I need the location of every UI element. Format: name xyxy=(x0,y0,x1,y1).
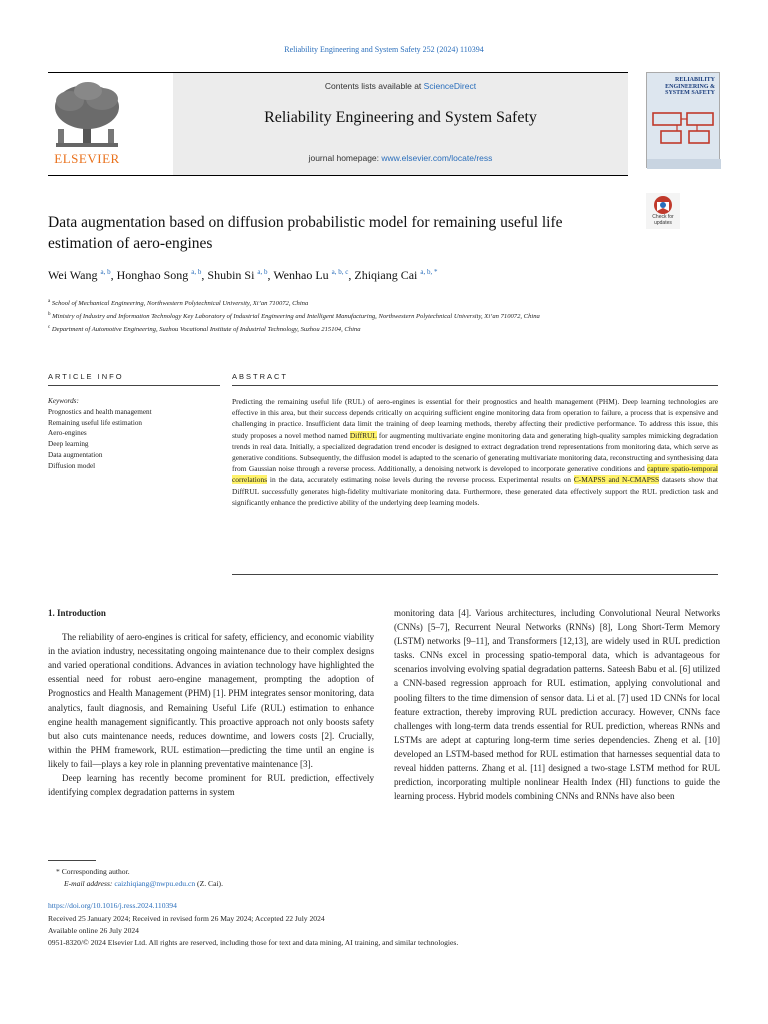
article-title: Data augmentation based on diffusion probabilistic model for remaining useful life estimation of aero-engines xyxy=(48,214,563,252)
author[interactable]: Wenhao Lu $^{a, b, c}$ xyxy=(273,268,349,282)
homepage-link[interactable]: www.elsevier.com/locate/ress xyxy=(381,153,493,163)
header-band xyxy=(173,73,628,175)
affiliations xyxy=(48,296,648,336)
author[interactable]: Honghao Song $^{a, b}$ xyxy=(116,268,202,282)
section-heading: 1. Introduction xyxy=(48,608,106,618)
keyword: Deep learning xyxy=(48,440,89,449)
abstract-heading: ABSTRACT xyxy=(232,372,289,381)
author[interactable]: Shubin Si $^{a, b}$ xyxy=(207,268,268,282)
journal-title: Reliability Engineering and System Safety xyxy=(264,109,537,126)
crossmark-label: Check for updates xyxy=(652,214,674,226)
cover-graphic xyxy=(647,73,721,169)
keywords-label: Keywords: xyxy=(48,397,79,405)
footnotes xyxy=(48,866,708,949)
keywords-block xyxy=(48,396,228,472)
paragraph: Deep learning has recently become prominent for RUL prediction, effectively identifying complex degradation patterns in system xyxy=(48,773,374,798)
keyword: Prognostics and health management xyxy=(48,407,152,416)
email-link[interactable]: caizhiqiang@nwpu.edu.cn xyxy=(114,879,196,889)
journal-cover[interactable] xyxy=(646,72,720,168)
highlight: capture spatio-temporal correlations xyxy=(232,464,719,485)
homepage-line xyxy=(173,153,628,163)
body-column-right xyxy=(394,606,720,803)
author[interactable]: Wei Wang $^{a, b}$ xyxy=(48,268,111,282)
divider xyxy=(232,574,718,575)
received-dates: Received 25 January 2024; Received in revised form 26 May 2024; Accepted 22 July 2024 xyxy=(48,913,325,923)
divider xyxy=(232,385,718,386)
keyword: Aero-engines xyxy=(48,429,87,438)
highlight: C-MAPSS and N-CMAPSS xyxy=(573,475,660,485)
contents-line xyxy=(173,81,628,91)
footnote-divider xyxy=(48,860,96,861)
author-list: Wei Wang $^{a, b}$, Honghao Song $^{a, b}$, Shubin Si $^{a, b}$, Wenhao Lu $^{a, b, c}$, Zhiqiang Cai $^{a, b, *}$ xyxy=(48,268,438,282)
abstract-text: Predicting the remaining useful life (RUL) of aero-engines is essential for their prognostics and health management (PHM). Deep learning technologies are effective in this area, but their success depends critically on acquiring sufficient engine monitoring data from operation to failure, a process that is expensive and challenging in practice. Insufficient data limit the training of deep learning methods, thereby affecting their predictive performance. To address this issue, this study proposes a novel method named DiffRUL for augmenting multivariate engine monitoring data and generating high-quality samples mimicking degradation trends in real data. Initially, a specialized degradation trend encoder is designed to extract degradation trend representations from monitoring data, which serve as generative conditions. Subsequently, the diffusion model is adapted to the scenario of generating multivariate monitoring data, reconstructing and synthesising data from Gaussian noise through a reverse process. Additionally, a denoising network is developed to incorporate generative conditions and capture spatio-temporal correlations in the data, accurately estimating noise levels during the reverse process. Experimental results on C-MAPSS and N-CMAPSS datasets show that DiffRUL successfully generates high-fidelity multivariate monitoring data. Furthermore, these generated data effectively support the RUL prediction task and significantly enhance the predictive ability of the underlying deep learning models. xyxy=(232,397,719,507)
affiliation: $^a$ School of Mechanical Engineering, Northwestern Polytechnical University, Xi’an 710072, China xyxy=(48,299,309,308)
doi-link[interactable]: https://doi.org/10.1016/j.ress.2024.110394 xyxy=(48,901,177,911)
sciencedirect-link[interactable]: ScienceDirect xyxy=(423,81,477,91)
paragraph: The reliability of aero-engines is critical for safety, efficiency, and economic viability in the aviation industry, necessitating ongoing maintenance due to their complex designs and varied operational conditions. Advances in aviation technology have highlighted the essential need for robust aero-engine management, prompting the adoption of Prognostics and Health Management (PHM) [1]. PHM integrates sensor monitoring, data analytics, fault diagnosis, and Remaining Useful Life (RUL) estimation to enhance engine health management significantly. This proactive approach not only boosts safety but also cuts maintenance needs, reduces downtime, and lowers costs [2]. Crucially, within the PHM framework, RUL estimation—predicting the time until an engine is likely to fail—plays a key role in planning preventative maintenance [3]. xyxy=(48,632,374,769)
highlight: DiffRUL xyxy=(349,430,377,440)
copyright: 0951-8320/© 2024 Elsevier Ltd. All rights are reserved, including those for text and data mining, AI training, and similar technologies. xyxy=(48,938,459,948)
keyword: Data augmentation xyxy=(48,450,103,459)
keyword: Remaining useful life estimation xyxy=(48,418,143,427)
article-info-heading: ARTICLE INFO xyxy=(48,372,124,381)
contents-prefix: Contents lists available at xyxy=(324,81,424,91)
corresponding-author-note: * Corresponding author. xyxy=(56,867,130,876)
email-note: E-mail address: caizhiqiang@nwpu.edu.cn (Z. Cai). xyxy=(64,879,223,889)
online-date: Available online 26 July 2024 xyxy=(48,925,139,935)
homepage-prefix: journal homepage: xyxy=(308,153,382,163)
author[interactable]: Zhiqiang Cai $^{a, b, *}$ xyxy=(354,268,438,282)
journal-header xyxy=(48,72,628,176)
cover-title: RELIABILITY ENGINEERING & SYSTEM SAFETY xyxy=(665,77,715,96)
keyword: Diffusion model xyxy=(48,461,96,470)
publisher-name: ELSEVIER xyxy=(54,151,120,166)
affiliation: $^b$ Ministry of Industry and Information Technology Key Laboratory of Industrial Engineering and Intelligent Manufacturing, Northwestern Polytechnical University, Xi’an 710072, China xyxy=(48,312,540,321)
affiliation: $^c$ Department of Automotive Engineering, Suzhou Vocational Institute of Industrial Technology, Suzhou 215104, China xyxy=(48,325,361,334)
body-column-left xyxy=(48,606,374,799)
divider xyxy=(48,385,220,386)
paragraph: monitoring data [4]. Various architectures, including Convolutional Neural Networks (CNNs) [5–7], Recurrent Neural Networks (RNNs) [8], Long Short-Term Memory (LSTM) networks [9–11], and Transformers [12,13], are widely used in RUL prediction tasks. CNNs excel in processing spatio-temporal data, which is advantageous for scenarios involving evolving spatial degradation patterns. Sateesh Babu et al. [6] utilized a CNN-based regression approach for RUL estimation, applying convolutional and pooling filters to the time dimension of sensor data. Li et al. [7] used 1D CNNs for local feature extraction, thereby improving RUL prediction accuracy. However, CNNs face challenges with long-term data trends essential for RUL prediction, whereas RNNs and LSTMs are adept at capturing long-term time series dependencies. Zheng et al. [10] developed an LSTM-based method for RUL estimation that harnesses sequential data to reveal hidden patterns. Zhang et al. [11] designed a two-stage LSTM method for RUL prediction, incorporating multiple nonlinear Health Index (HI) functions to guide the learning process. Hybrid models combining CNNs and RNNs have also been xyxy=(394,608,720,802)
journal-citation[interactable]: Reliability Engineering and System Safety 252 (2024) 110394 xyxy=(284,45,484,54)
